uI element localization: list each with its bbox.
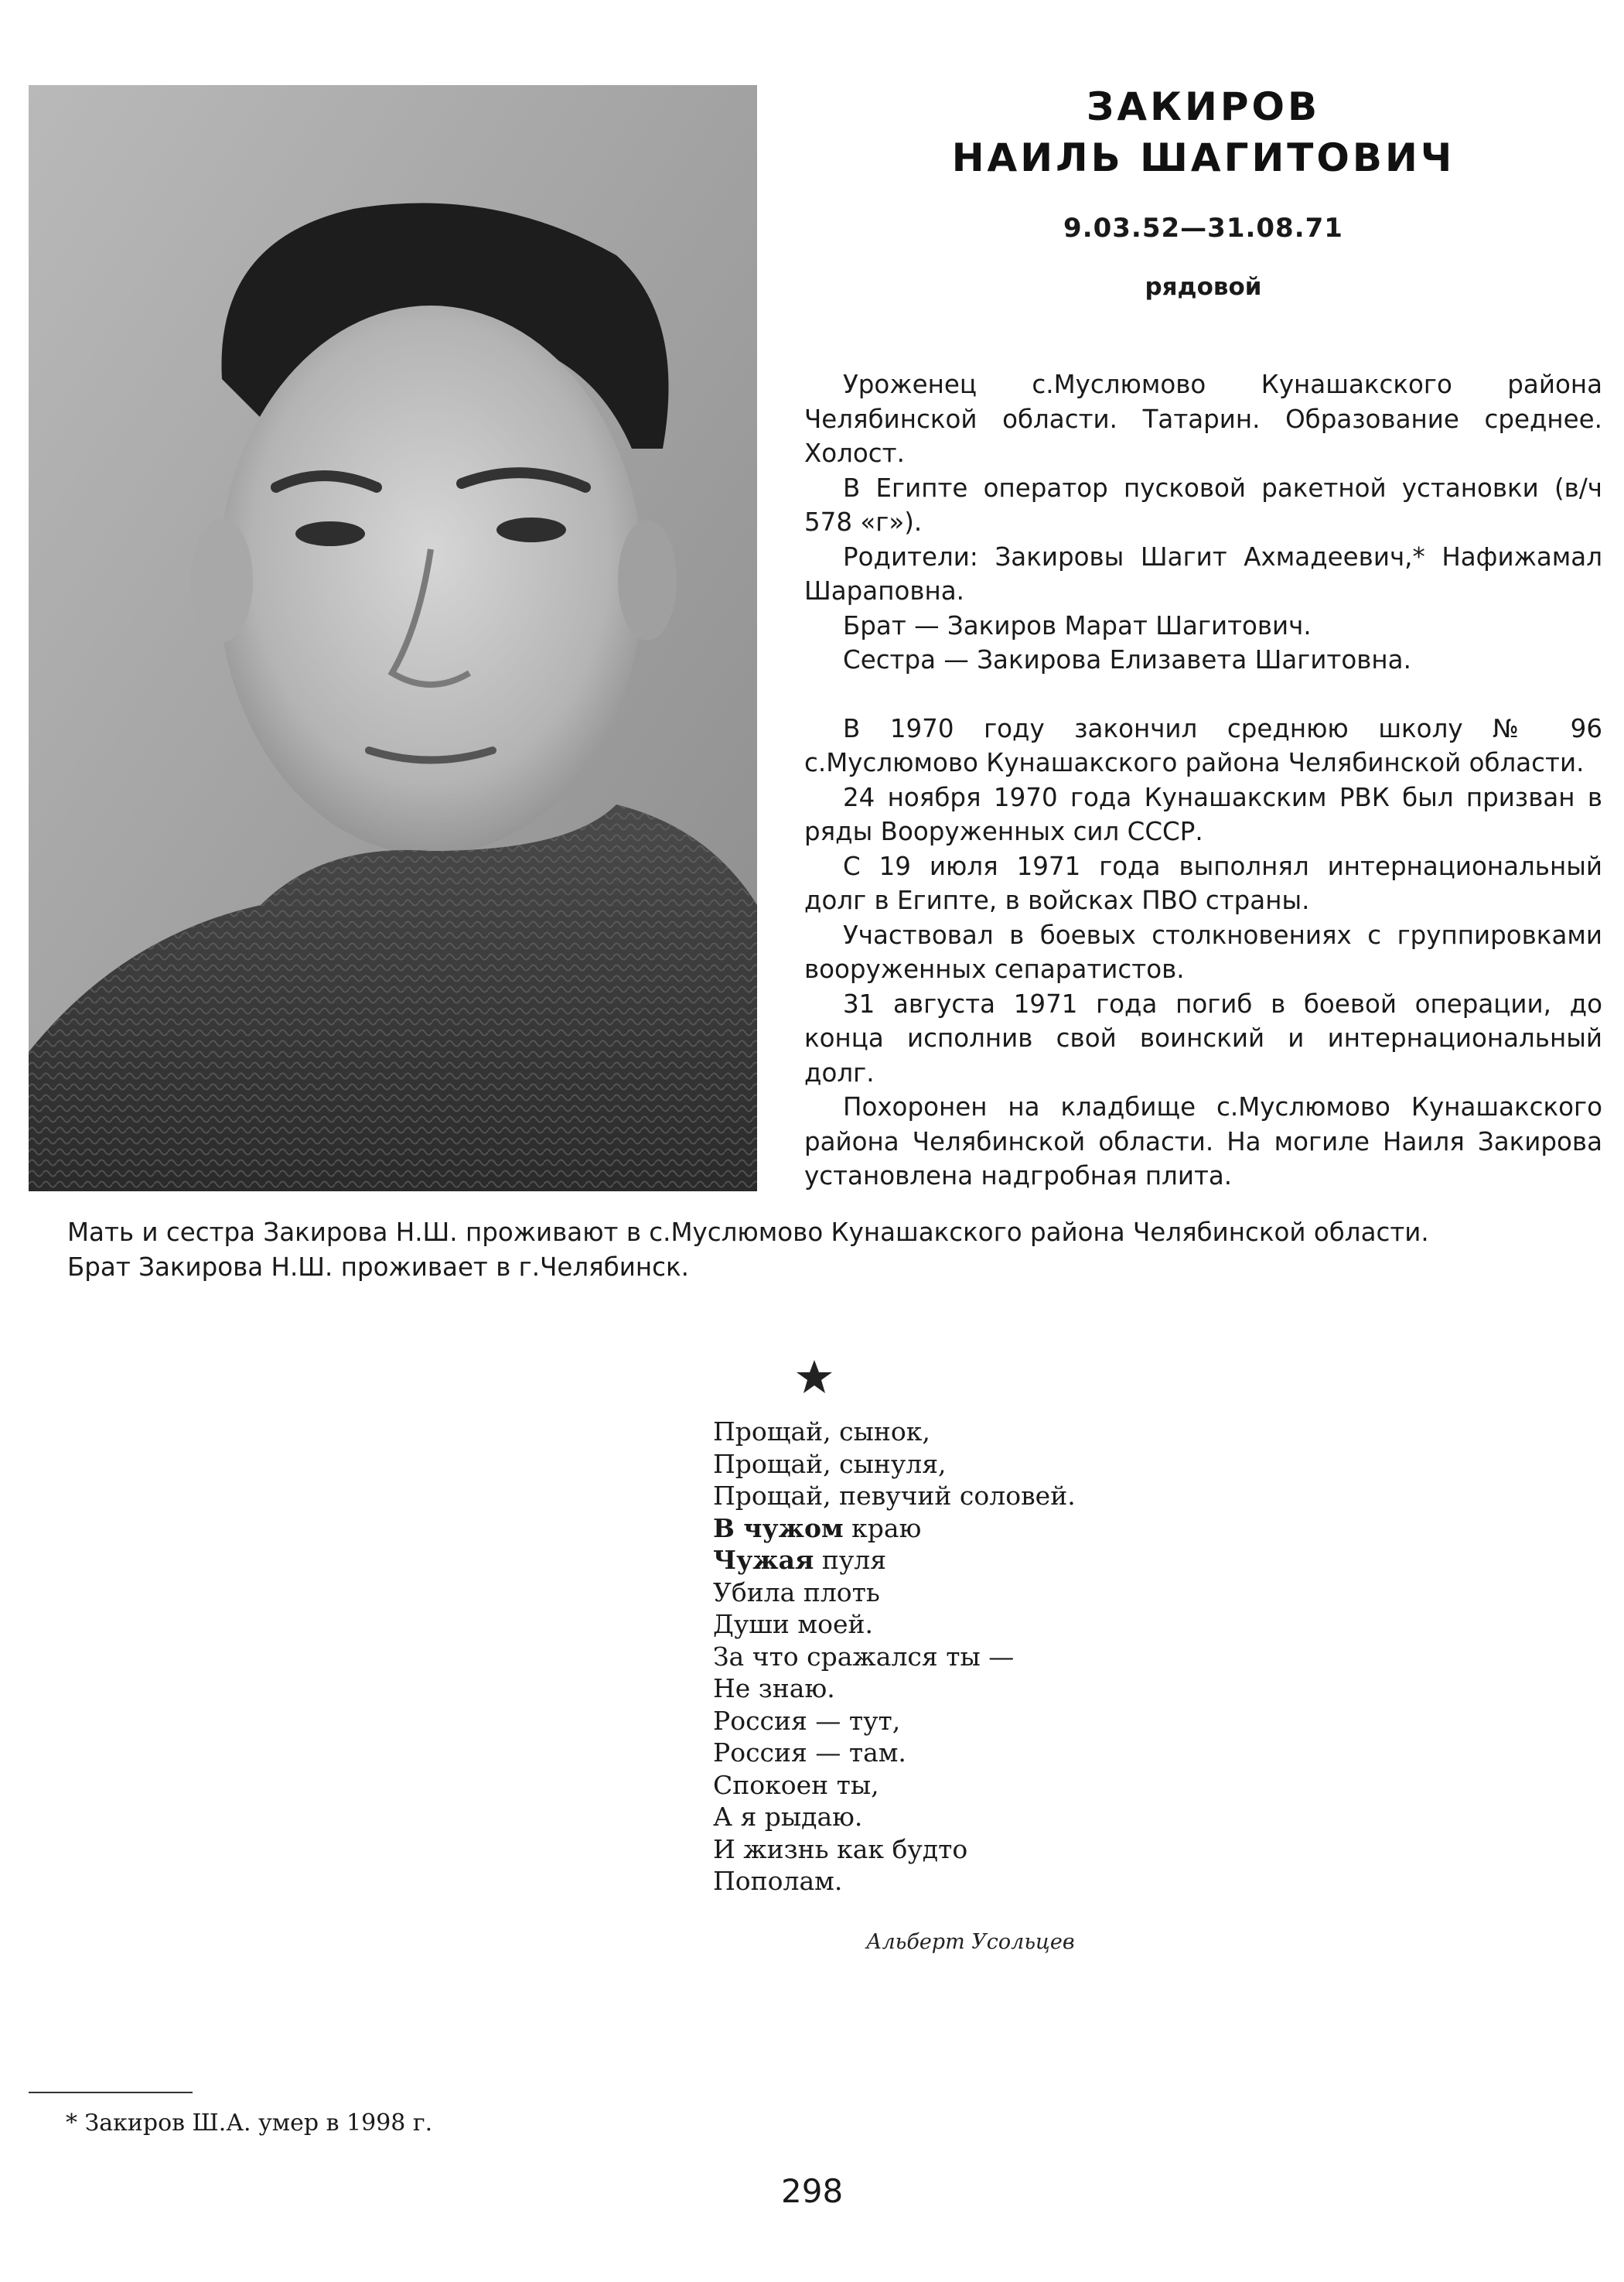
bio-paragraph: В 1970 году закончил среднюю школу № 96 с.Муслюмово Кунашакского района Челябинской области. [804, 713, 1602, 777]
bio-paragraph: Брат Закирова Н.Ш. проживает в г.Челябинск. [67, 1252, 689, 1282]
bio-paragraph: Родители: Закировы Шагит Ахмадеевич,* Нафижамал Шараповна. [804, 541, 1602, 606]
bio-paragraph: Уроженец с.Муслюмово Кунашакского района Челябинской области. Татарин. Образование среднее. Холост. [804, 370, 1602, 468]
poem-line: Души моей. [713, 1609, 873, 1639]
memorial-poem [713, 1416, 1076, 1898]
page-number: 298 [781, 2172, 844, 2210]
poem-bold-phrase: Чужая [713, 1545, 814, 1575]
biography [804, 367, 1602, 1194]
poem-line: Убила плоть [713, 1577, 880, 1607]
poem-line: Россия — там. [713, 1737, 906, 1768]
poem-line: Пополам. [713, 1866, 843, 1896]
bio-paragraph: Участвовал в боевых столкновениях с группировками вооруженных сепаратистов. [804, 920, 1602, 984]
poem-line [713, 1544, 1076, 1577]
poem-line: А я рыдаю. [713, 1802, 863, 1832]
poem-phrase: пуля [814, 1545, 887, 1575]
footnote: * Закиров Ш.А. умер в 1998 г. [66, 2109, 433, 2137]
bio-paragraph: С 19 июля 1971 года выполнял интернациональный долг в Египте, в войсках ПВО страны. [804, 851, 1602, 915]
bio-paragraph: Похоронен на кладбище с.Муслюмово Кунашакского района Челябинской области. На могиле Наиля Закирова установлена надгробная плита. [804, 1092, 1602, 1191]
bio-paragraph: Сестра — Закирова Елизавета Шагитовна. [843, 645, 1411, 675]
portrait-illustration [29, 85, 757, 1191]
bio-paragraph: Мать и сестра Закирова Н.Ш. проживают в с.Муслюмово Кунашакского района Челябинской области. [67, 1218, 1429, 1247]
poem-bold-phrase: В чужом [713, 1512, 844, 1543]
biography-continuation [29, 1215, 1602, 1284]
poem-line: Не знаю. [713, 1673, 835, 1703]
poem-line: Спокоен ты, [713, 1769, 879, 1800]
poem-phrase: краю [843, 1512, 922, 1543]
portrait-photo [29, 85, 757, 1191]
footnote-divider [29, 2092, 193, 2093]
bio-paragraph: Брат — Закиров Марат Шагитович. [843, 610, 1312, 641]
poem-line: И жизнь как будто [713, 1833, 968, 1864]
poem-line: Прощай, певучий соловей. [713, 1481, 1076, 1511]
poem-line: За что сражался ты — [713, 1641, 1015, 1672]
surname: ЗАКИРОВ [1086, 84, 1321, 129]
bio-paragraph: В Египте оператор пусковой ракетной установки (в/ч 578 «г»). [804, 473, 1602, 537]
poem-line: Прощай, сынуля, [713, 1448, 947, 1479]
given-names: НАИЛЬ ШАГИТОВИЧ [951, 135, 1455, 180]
bio-paragraph: 31 августа 1971 года погиб в боевой операции, до конца исполнив свой воинский и интернациональный долг. [804, 989, 1602, 1088]
military-rank: рядовой [1145, 273, 1262, 301]
bio-paragraph: 24 ноября 1970 года Кунашакским РВК был призван в ряды Вооруженных сил СССР. [804, 782, 1602, 846]
life-dates: 9.03.52—31.08.71 [1063, 213, 1343, 244]
poem-author: Альберт Усольцев [866, 1930, 1075, 1954]
poem-line: Прощай, сынок, [713, 1416, 930, 1447]
poem-line: Россия — тут, [713, 1705, 901, 1736]
entry-header [804, 81, 1602, 302]
poem-line [713, 1512, 1076, 1545]
star-icon [795, 1358, 834, 1396]
